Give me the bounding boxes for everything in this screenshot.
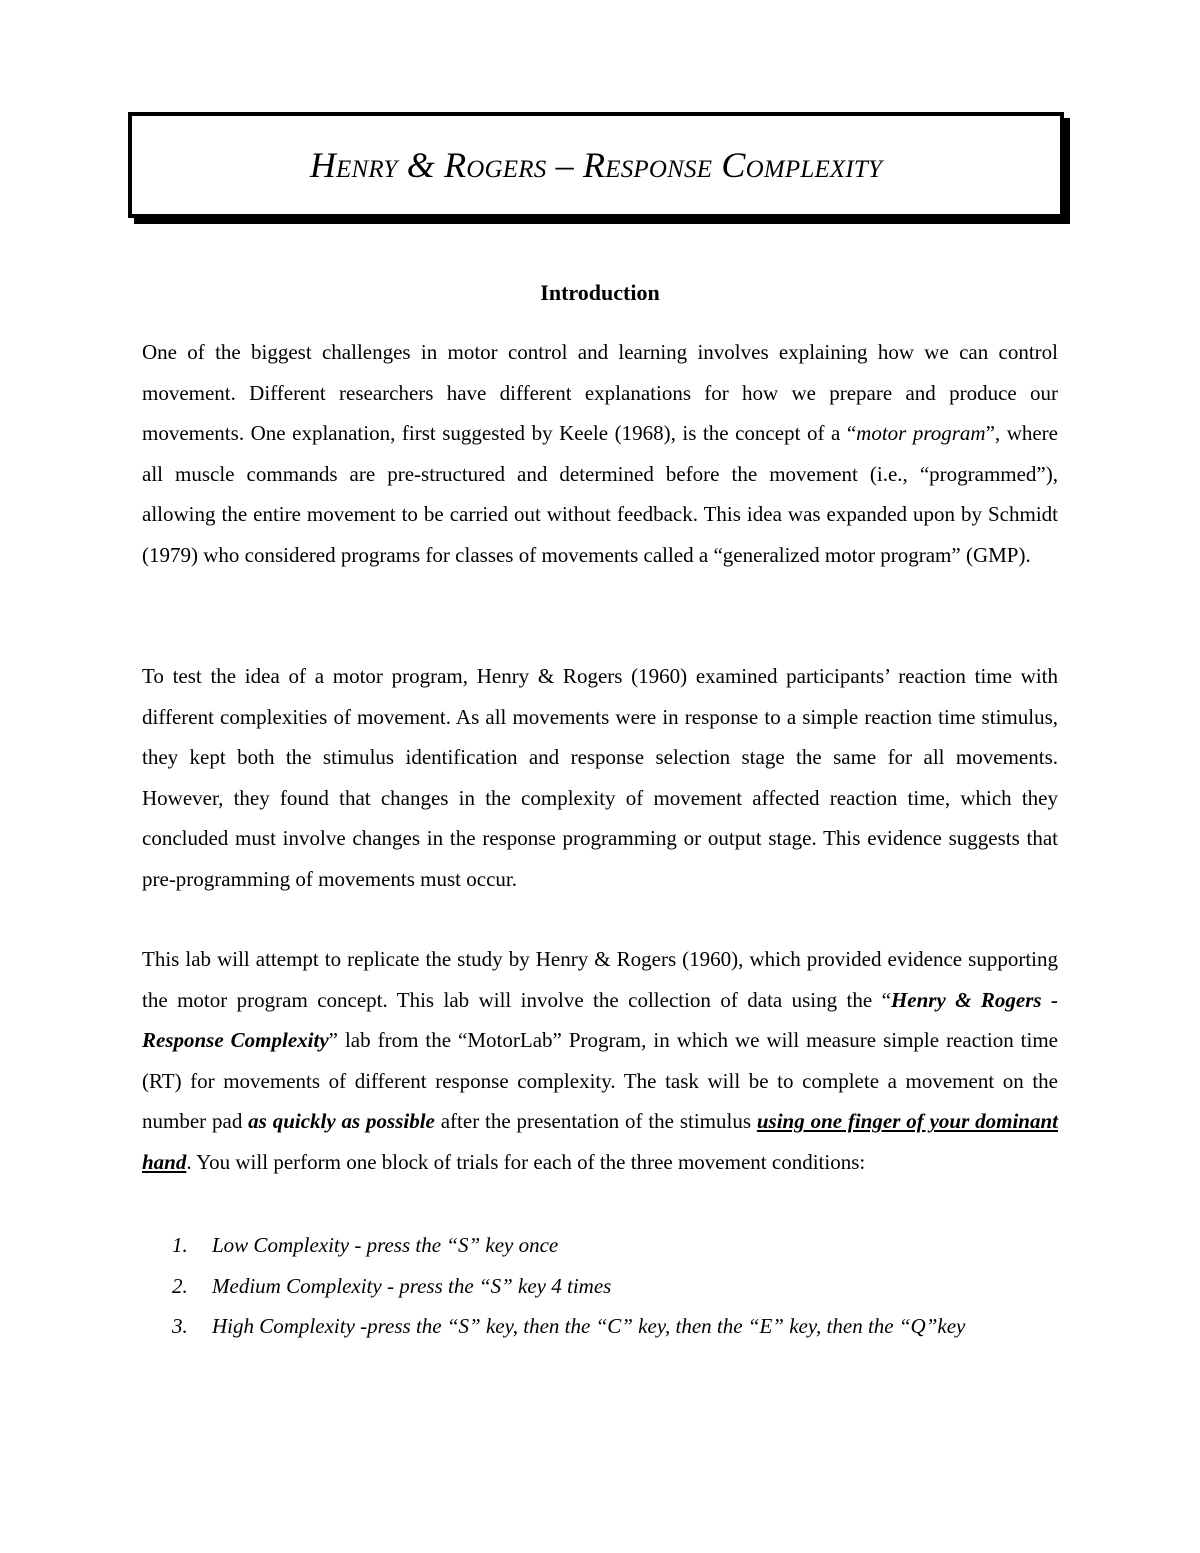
- paragraph-motor-program: [142, 332, 1058, 576]
- p1-text-a: One of the biggest challenges in motor control and learning involves explaining how we can control movement. Different researchers have different explanations for how we prepare and produce our movements. One explanation, first suggested by Keele (1968), is the concept of a “: [142, 340, 1058, 446]
- p3-emphasis-quickly: as quickly as possible: [248, 1109, 435, 1134]
- paragraph-henry-rogers-test: To test the idea of a motor program, Henry & Rogers (1960) examined participants’ reaction time with different complexities of movement. As all movements were in response to a simple reaction time stimulus, they kept both the stimulus identification and response selection stage the same for all movements. However, they found that changes in the complexity of movement affected reaction time, which they concluded must involve changes in the response programming or output stage. This evidence suggests that pre-programming of movements must occur.: [142, 664, 1058, 891]
- title-box: [128, 112, 1064, 218]
- section-heading-introduction: Introduction: [540, 280, 660, 305]
- list-item-number: 2.: [172, 1273, 188, 1298]
- p3-text-a: This lab will attempt to replicate the study by Henry & Rogers (1960), which provided evidence supporting the motor program concept. This lab will involve the collection of data using the “: [142, 947, 1058, 1012]
- p1-term-motor-program: motor program: [856, 421, 986, 446]
- list-item-number: 1.: [172, 1233, 188, 1257]
- p3-lab-name: Henry & Rogers - Response Complexity: [142, 987, 1058, 1053]
- list-item-text: High Complexity -press the “S” key, then the “C” key, then the “E” key, then the “Q”key: [212, 1314, 966, 1338]
- p1-text-c: ”, where all muscle commands are pre-structured and determined before the movement (i.e., “programmed”), allowing the entire movement to be carried out without feedback. This idea was expanded upon by Schmidt (1979) who considered programs for classes of movements called a “generalized motor program” (GMP).: [142, 421, 1058, 567]
- list-item: [172, 1306, 1072, 1347]
- p3-emphasis-dominant-hand: using one finger of your dominant hand: [142, 1109, 1058, 1174]
- list-item-number: 3.: [172, 1314, 188, 1338]
- p3-text-e: after the presentation of the stimulus: [434, 1109, 757, 1134]
- paragraph-lab-description: [142, 939, 1058, 1183]
- p3-text-c: ” lab from the “MotorLab” Program, in which we will measure simple reaction time (RT) for movements of different response complexity. The task will be to complete a movement on the number pad: [142, 1028, 1058, 1134]
- movement-conditions-list: [172, 1225, 1072, 1347]
- list-item: [172, 1225, 1072, 1266]
- p3-text-g: . You will perform one block of trials for each of the three movement conditions:: [186, 1149, 866, 1174]
- list-item-text: Medium Complexity - press the “S” key 4 times: [212, 1273, 612, 1298]
- list-item-text: Low Complexity - press the “S” key once: [212, 1233, 559, 1257]
- list-item: [172, 1266, 1072, 1307]
- document-title: Henry & Rogers – Response Complexity: [309, 145, 883, 185]
